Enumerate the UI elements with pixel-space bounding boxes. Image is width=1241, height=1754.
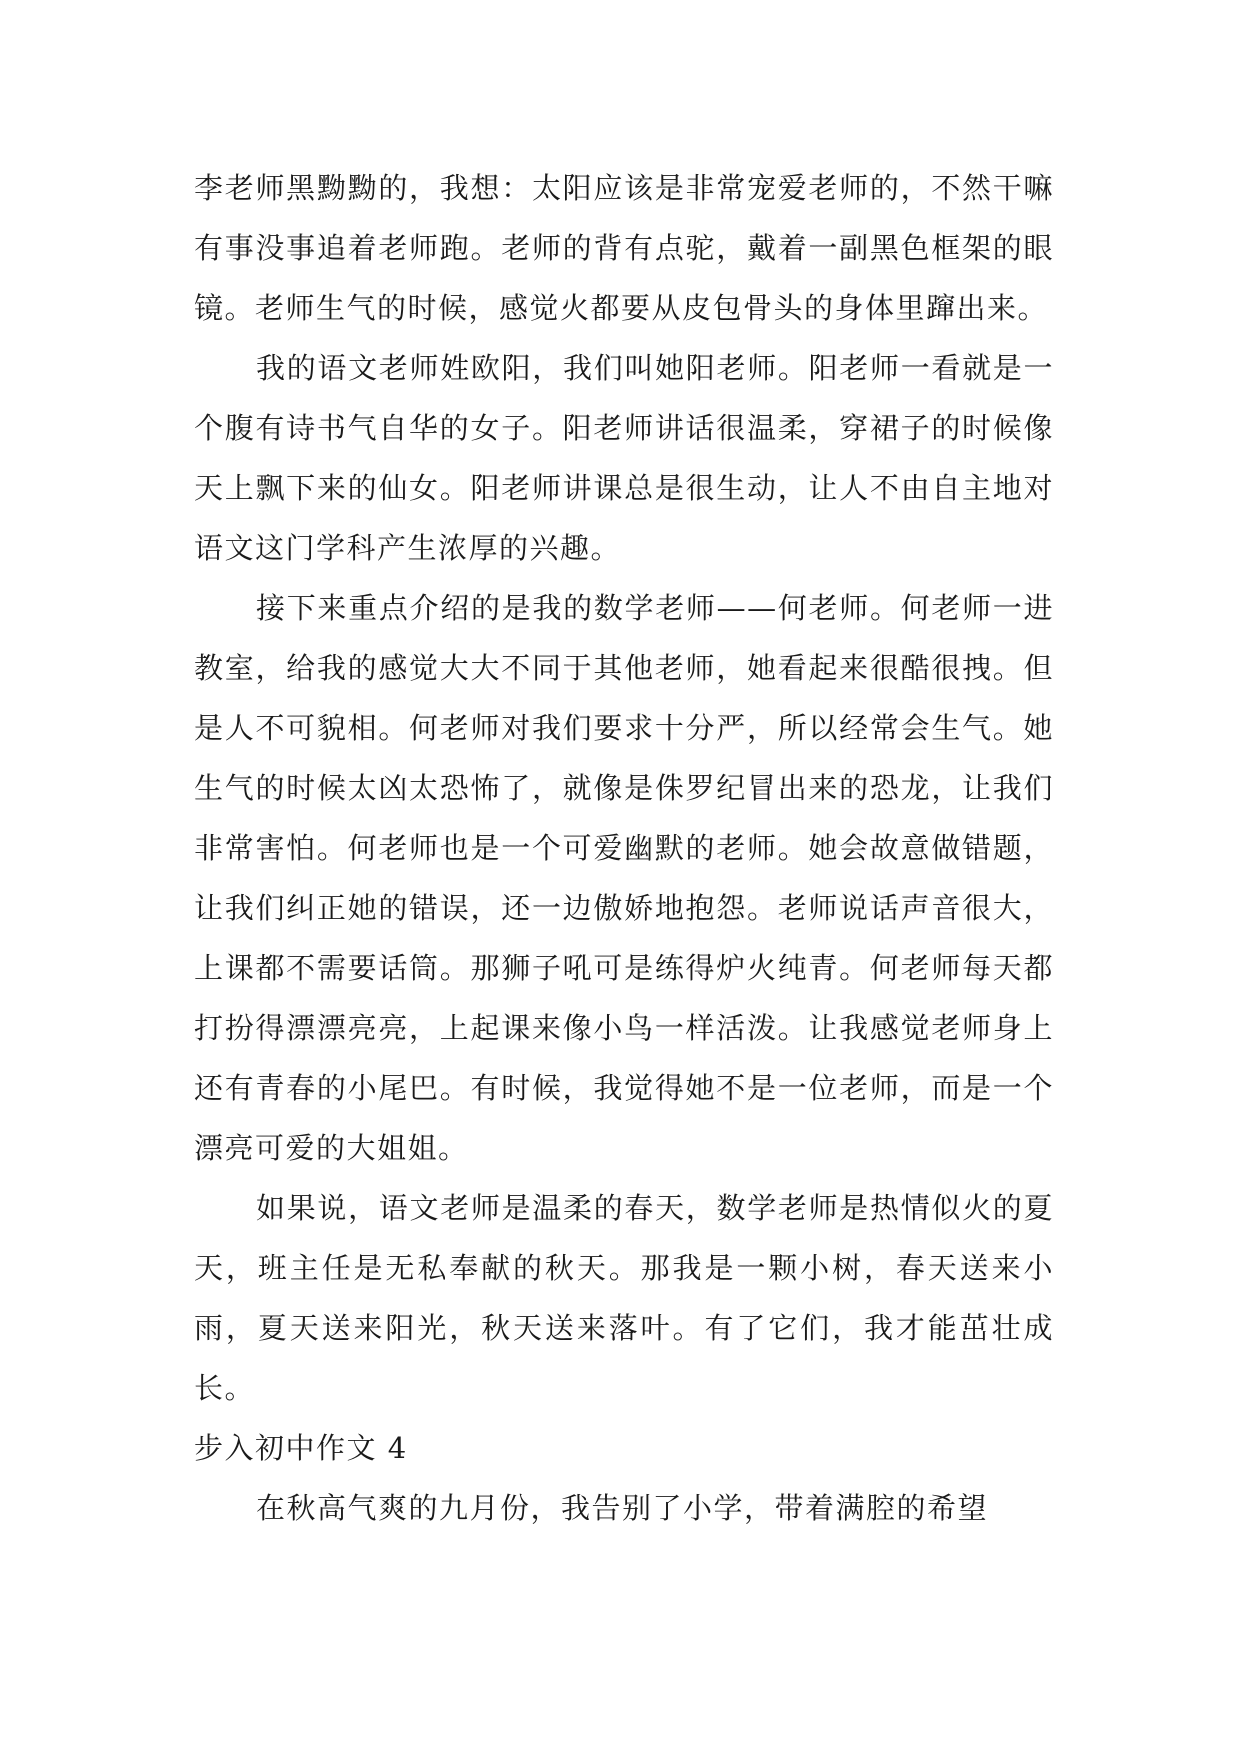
document-page: [194, 158, 1054, 1538]
section-heading: 步入初中作文 4: [194, 1431, 408, 1465]
paragraph-conclusion: 如果说，语文老师是温柔的春天，数学老师是热情似火的夏天，班主任是无私奉献的秋天。那我是一颗小树，春天送来小雨，夏天送来阳光，秋天送来落叶。有了它们，我才能茁壮成长。: [194, 1191, 1054, 1405]
paragraph-essay-4-opening: 在秋高气爽的九月份，我告别了小学，带着满腔的希望: [256, 1491, 989, 1525]
paragraph-chinese-teacher: 我的语文老师姓欧阳，我们叫她阳老师。阳老师一看就是一个腹有诗书气自华的女子。阳老师讲话很温柔，穿裙子的时候像天上飘下来的仙女。阳老师讲课总是很生动，让人不由自主地对语文这门学科产生浓厚的兴趣。: [194, 351, 1054, 565]
paragraph-teacher-li: 李老师黑黝黝的，我想：太阳应该是非常宠爱老师的，不然干嘛有事没事追着老师跑。老师的背有点驼，戴着一副黑色框架的眼镜。老师生气的时候，感觉火都要从皮包骨头的身体里蹿出来。: [194, 171, 1054, 325]
paragraph-math-teacher: 接下来重点介绍的是我的数学老师——何老师。何老师一进教室，给我的感觉大大不同于其他老师，她看起来很酷很拽。但是人不可貌相。何老师对我们要求十分严，所以经常会生气。她生气的时候太凶太恐怖了，就像是侏罗纪冒出来的恐龙，让我们非常害怕。何老师也是一个可爱幽默的老师。她会故意做错题，让我们纠正她的错误，还一边傲娇地抱怨。老师说话声音很大，上课都不需要话筒。那狮子吼可是练得炉火纯青。何老师每天都打扮得漂漂亮亮，上起课来像小鸟一样活泼。让我感觉老师身上还有青春的小尾巴。有时候，我觉得她不是一位老师，而是一个漂亮可爱的大姐姐。: [194, 591, 1054, 1165]
